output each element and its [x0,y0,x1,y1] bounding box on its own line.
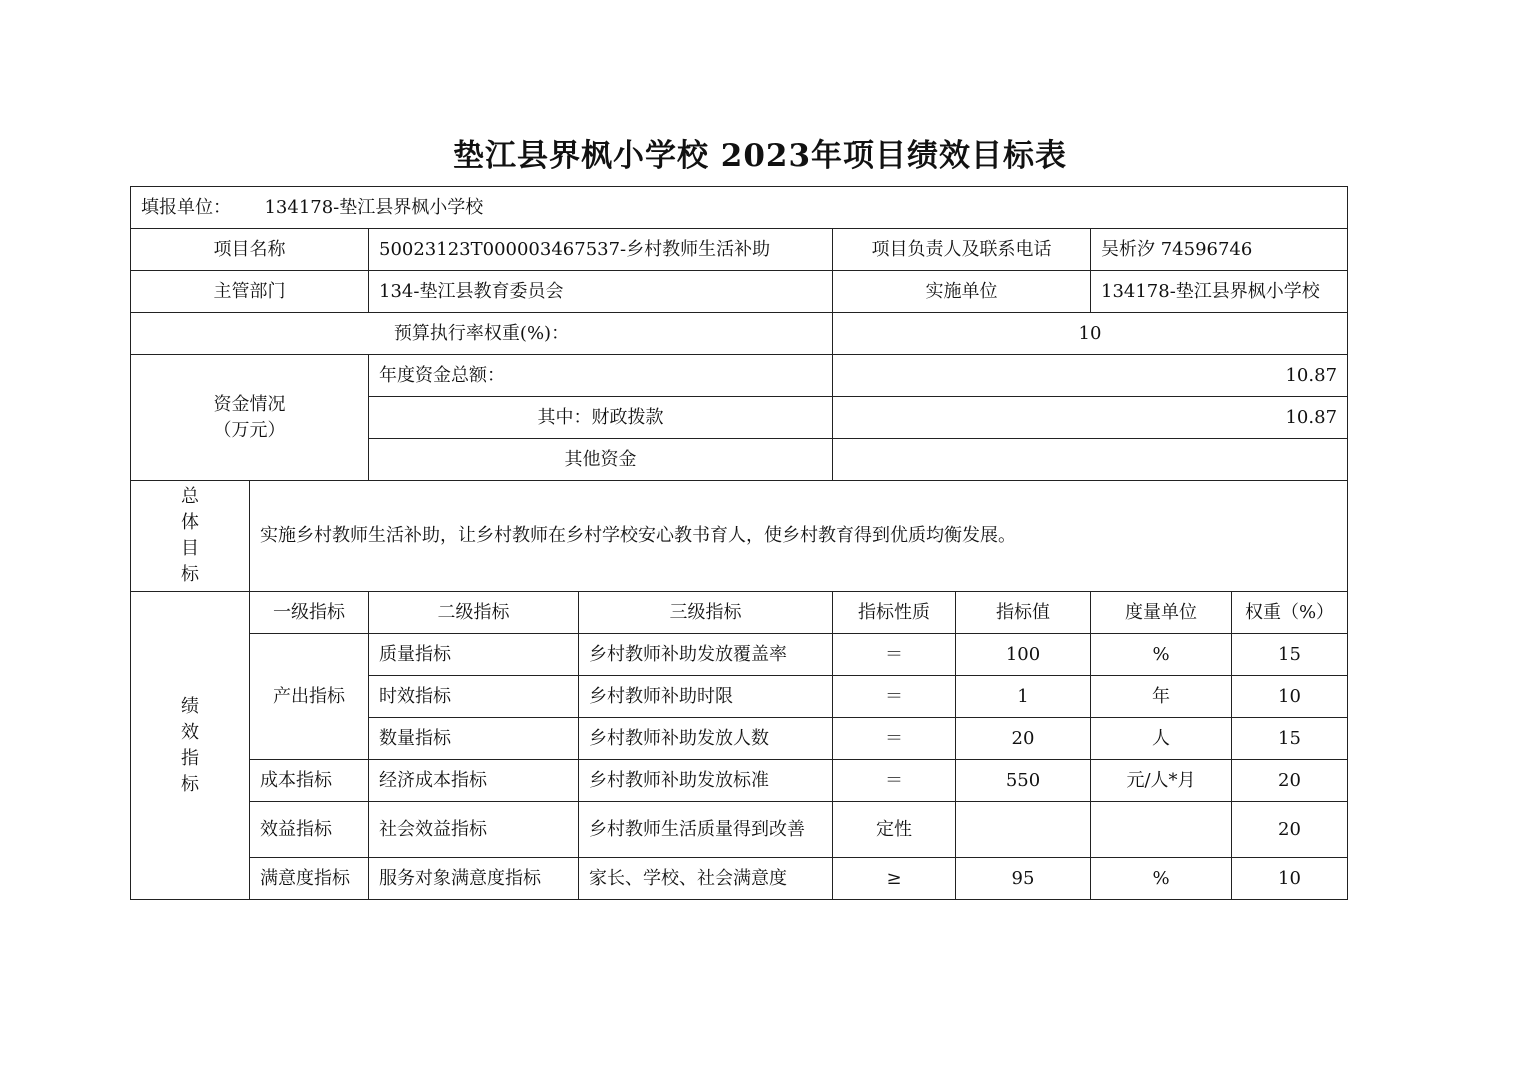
indicator-nature: ＝ [833,676,956,718]
indicator-nature: ≥ [833,858,956,900]
indicator-nature: ＝ [833,634,956,676]
indicator-value [956,802,1091,858]
supervising-dept-value: 134-垫江县教育委员会 [369,271,833,313]
fiscal-label: 其中：财政拨款 [369,397,833,439]
indicator-unit: 人 [1091,718,1232,760]
overall-goal-char: 体 [181,512,199,533]
budget-weight-value: 10 [833,313,1348,355]
indicator-level3: 家长、学校、社会满意度 [579,858,833,900]
annual-total-value: 10.87 [833,355,1348,397]
indicator-weight: 10 [1232,858,1348,900]
page-title: 垫江县界枫小学校 2023年项目绩效目标表 [452,138,1068,174]
header-level2: 二级指标 [369,592,579,634]
annual-total-label: 年度资金总额： [369,355,833,397]
other-funds-label: 其他资金 [369,439,833,481]
indicator-level2: 质量指标 [369,634,579,676]
filing-unit-value: 134178-垫江县界枫小学校 [264,196,484,218]
project-name-value: 50023123T000003467537-乡村教师生活补助 [369,229,833,271]
overall-goal-row [131,481,1348,592]
supervising-dept-label: 主管部门 [131,271,369,313]
indicator-weight: 20 [1232,802,1348,858]
implementing-unit-label: 实施单位 [833,271,1091,313]
overall-goal-char: 目 [181,538,199,559]
output-group-label: 产出指标 [250,634,369,760]
indicator-header-row [131,592,1348,634]
overall-goal-label [131,481,250,592]
budget-weight-row [131,313,1348,355]
header-weight: 权重（%） [1232,592,1348,634]
indicator-nature: ＝ [833,760,956,802]
header-unit: 度量单位 [1091,592,1232,634]
indicator-weight: 15 [1232,718,1348,760]
indicator-weight: 10 [1232,676,1348,718]
filing-unit-row [131,187,1348,229]
project-leader-label: 项目负责人及联系电话 [833,229,1091,271]
funds-label-line2: （万元） [213,419,286,441]
indicator-value: 20 [956,718,1091,760]
table-row [131,802,1348,858]
indicator-nature: ＝ [833,718,956,760]
overall-goal-char: 总 [181,486,199,507]
indicator-nature: 定性 [833,802,956,858]
fiscal-value: 10.87 [833,397,1348,439]
indicator-unit: 年 [1091,676,1232,718]
filing-unit-label: 填报单位： [141,196,231,218]
overall-goal-char: 标 [181,564,199,585]
budget-weight-label: 预算执行率权重(%)： [131,313,833,355]
project-name-row [131,229,1348,271]
overall-goal-text: 实施乡村教师生活补助，让乡村教师在乡村学校安心教书育人，使乡村教育得到优质均衡发展。 [250,481,1348,592]
indicator-value: 550 [956,760,1091,802]
perf-label-char: 效 [181,721,199,743]
indicator-level3: 乡村教师补助发放覆盖率 [579,634,833,676]
funds-label-line1: 资金情况 [213,393,286,415]
implementing-unit-value: 134178-垫江县界枫小学校 [1091,271,1348,313]
indicator-level2: 社会效益指标 [369,802,579,858]
supervising-dept-row [131,271,1348,313]
funds-annual-row [131,355,1348,397]
perf-label-char: 指 [181,747,199,769]
filing-unit-cell [131,187,1348,229]
indicator-unit: 元/人*月 [1091,760,1232,802]
indicator-unit: % [1091,858,1232,900]
indicator-level2: 数量指标 [369,718,579,760]
indicator-level2: 经济成本指标 [369,760,579,802]
indicator-weight: 20 [1232,760,1348,802]
indicator-level2: 时效指标 [369,676,579,718]
funds-label [131,355,369,481]
header-nature: 指标性质 [833,592,956,634]
project-leader-value: 吴析汐 74596746 [1091,229,1348,271]
indicator-level1: 满意度指标 [250,858,369,900]
performance-indicators-label [131,592,250,900]
header-level1: 一级指标 [250,592,369,634]
other-funds-value [833,439,1348,481]
header-level3: 三级指标 [579,592,833,634]
indicator-unit [1091,802,1232,858]
table-row [131,760,1348,802]
perf-label-char: 绩 [181,695,199,717]
indicator-value: 1 [956,676,1091,718]
indicator-level2: 服务对象满意度指标 [369,858,579,900]
indicator-level3: 乡村教师生活质量得到改善 [579,802,833,858]
indicator-weight: 15 [1232,634,1348,676]
indicator-value: 95 [956,858,1091,900]
indicator-level3: 乡村教师补助时限 [579,676,833,718]
perf-label-char: 标 [181,773,199,795]
table-row [131,858,1348,900]
performance-target-table [130,186,1348,900]
indicator-level1: 效益指标 [250,802,369,858]
indicator-level3: 乡村教师补助发放标准 [579,760,833,802]
indicator-level3: 乡村教师补助发放人数 [579,718,833,760]
table-row [131,634,1348,676]
header-value: 指标值 [956,592,1091,634]
indicator-unit: % [1091,634,1232,676]
project-name-label: 项目名称 [131,229,369,271]
indicator-level1: 成本指标 [250,760,369,802]
indicator-value: 100 [956,634,1091,676]
